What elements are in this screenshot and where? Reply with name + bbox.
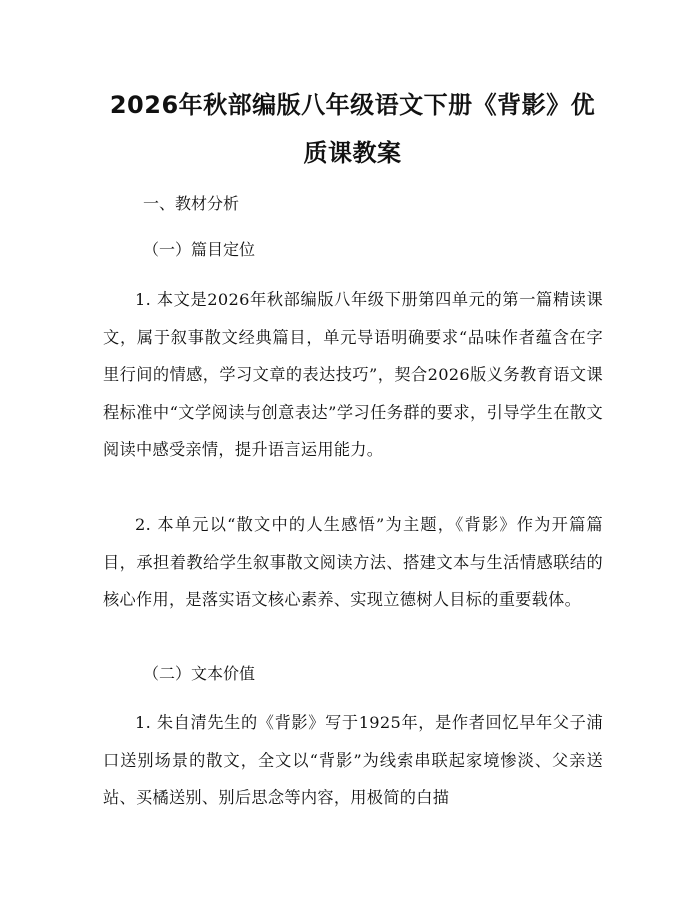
paragraph-2: 2. 本单元以“散文中的人生感悟”为主题，《背影》作为开篇篇目，承担着教给学生叙事散文阅读方法、搭建文本与生活情感联结的核心作用，是落实语文核心素养、实现立德树人目标的重要载体。 <box>103 515 603 609</box>
subsection-heading-text-value: （二）文本价值 <box>143 664 256 683</box>
document-title-line-1: 2026年秋部编版八年级语文下册《背影》优 <box>109 91 596 119</box>
section-heading-textbook-analysis: 一、教材分析 <box>143 194 240 213</box>
paragraph-1: 1. 本文是2026年秋部编版八年级下册第四单元的第一篇精读课文，属于叙事散文经典篇目，单元导语明确要求“品味作者蕴含在字里行间的情感，学习文章的表达技巧”，契合2026版义务教育语文课程标准中“文学阅读与创意表达”学习任务群的要求，引导学生在散文阅读中感受亲情，提升语言运用能力。 <box>103 290 603 459</box>
paragraph-3: 1. 朱自清先生的《背影》写于1925年，是作者回忆早年父子浦口送别场景的散文，全文以“背影”为线索串联起家境惨淡、父亲送站、买橘送别、别后思念等内容，用极简的白描 <box>103 713 603 807</box>
document-title-line-2: 质课教案 <box>303 139 402 167</box>
subsection-heading-positioning: （一）篇目定位 <box>143 240 256 259</box>
